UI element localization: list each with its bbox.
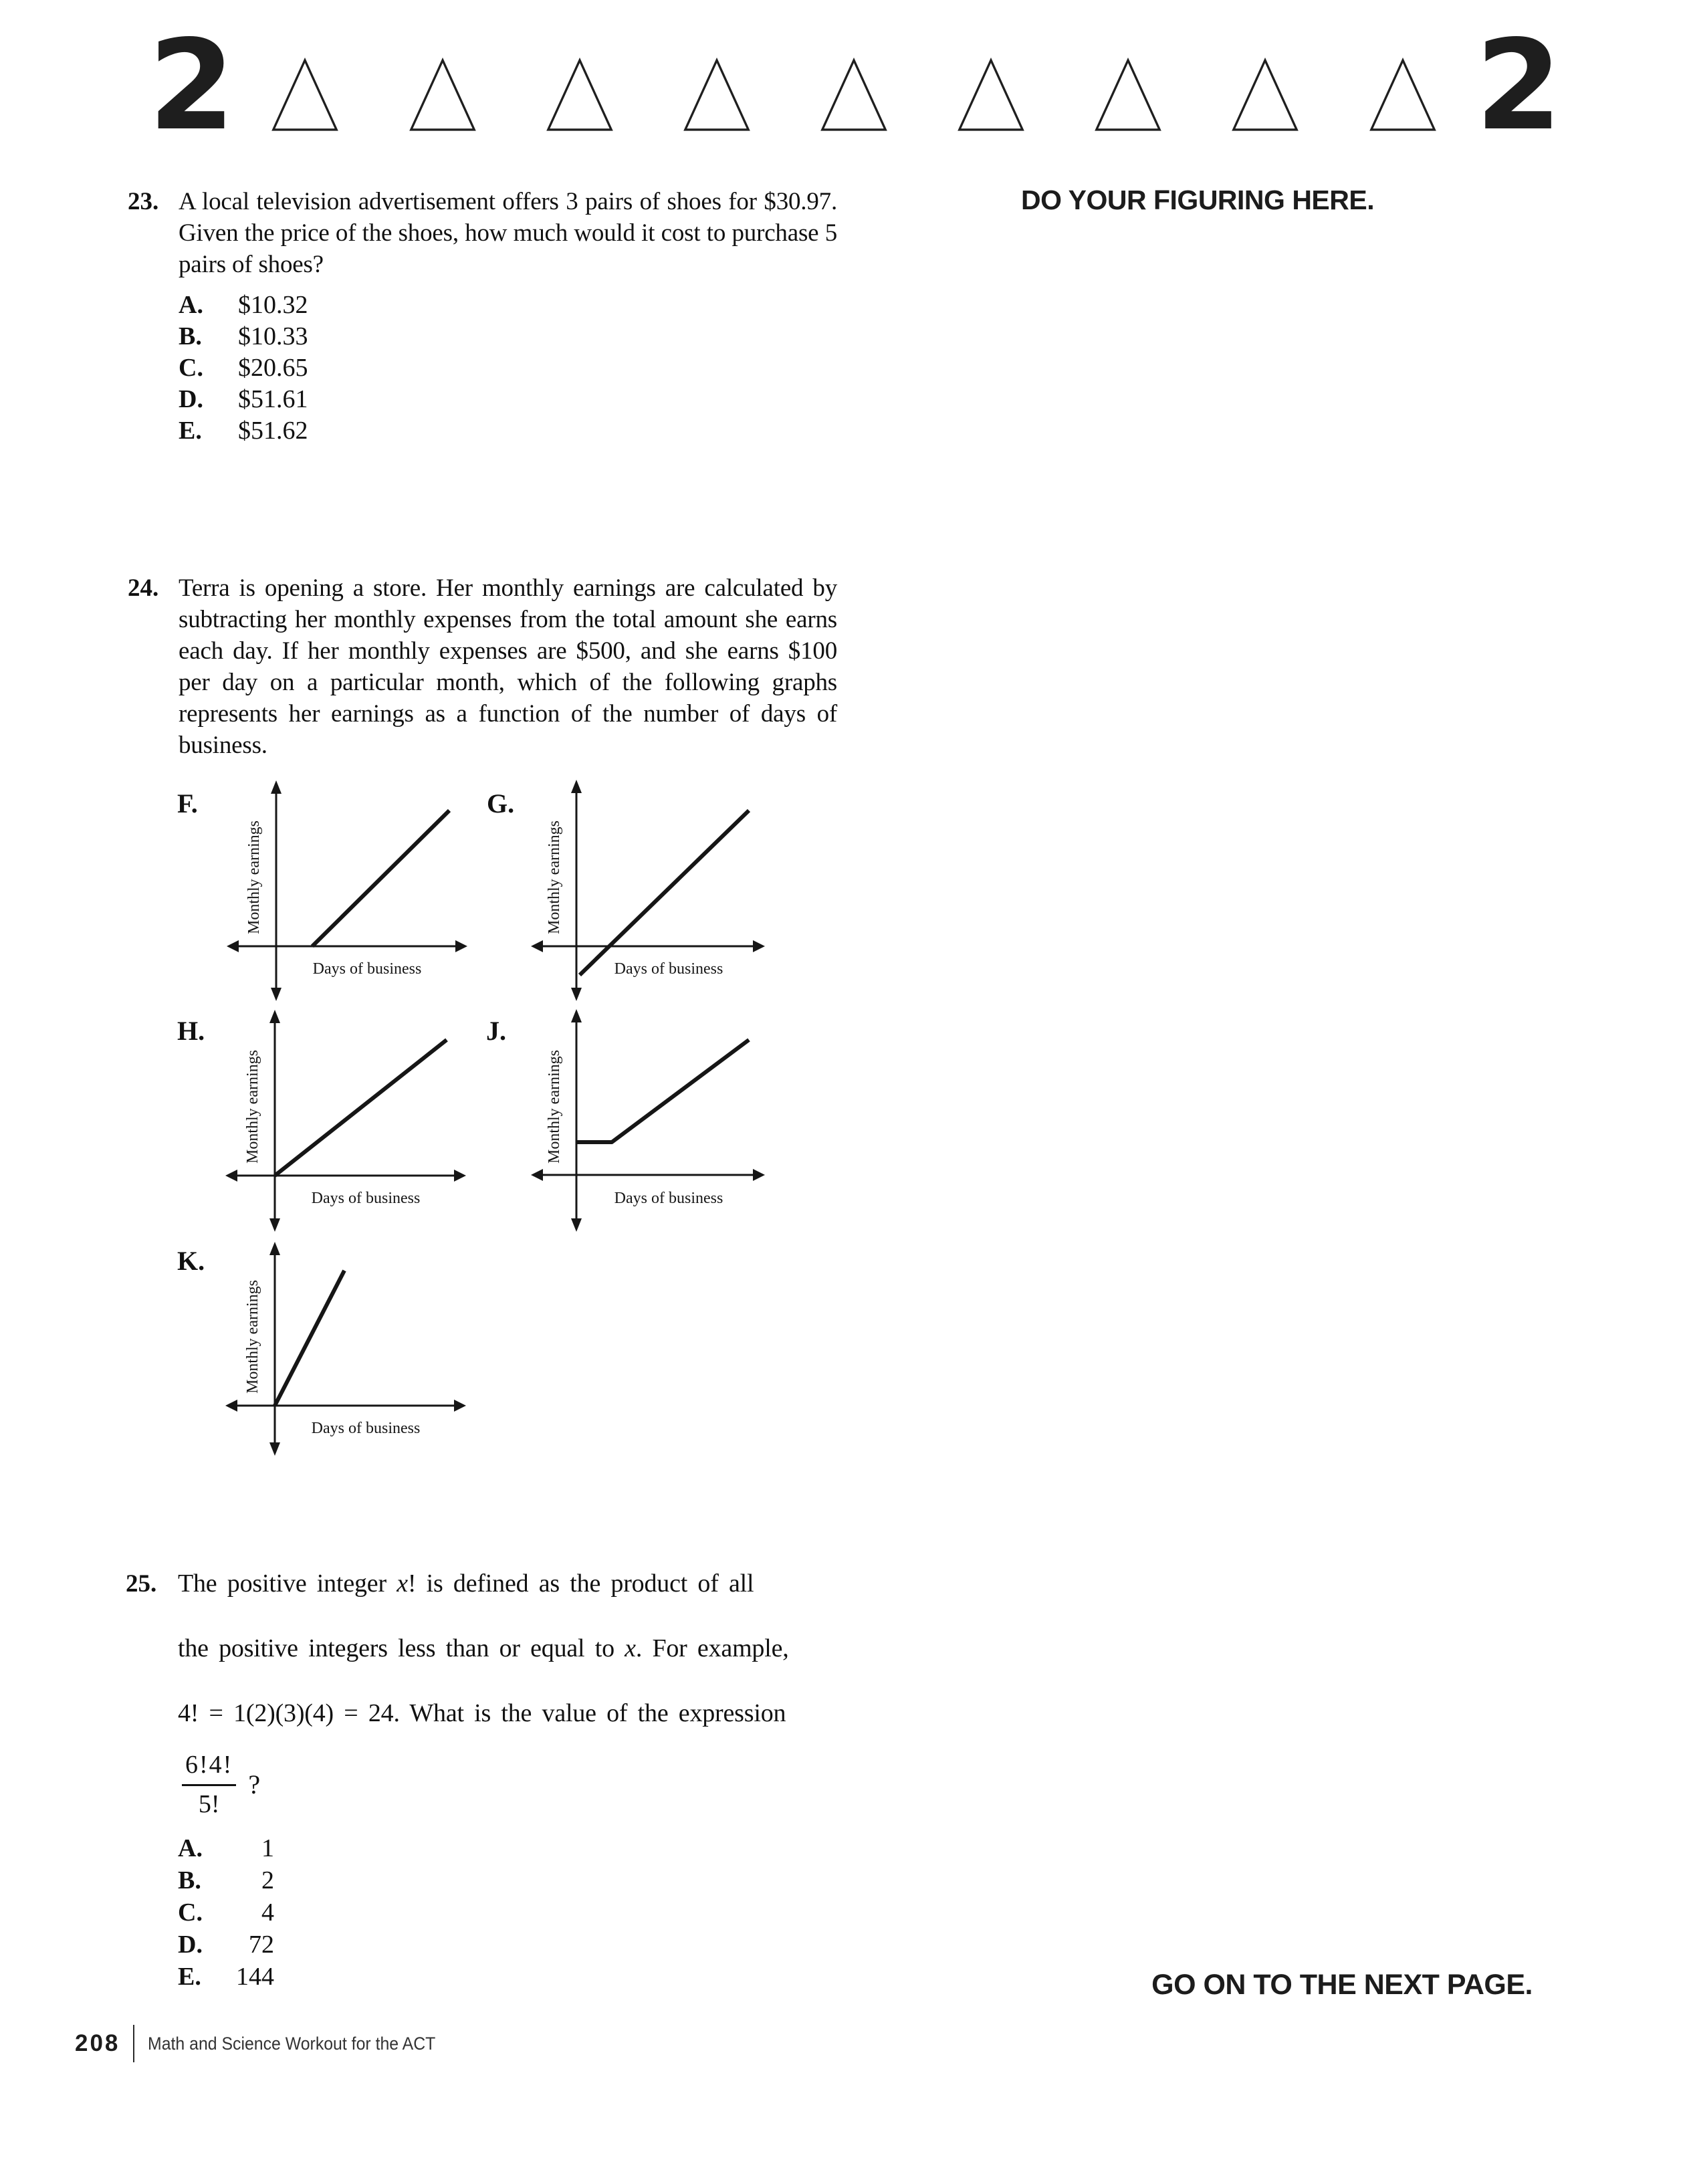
earnings-graph-H bbox=[223, 1008, 470, 1236]
question-body bbox=[178, 1551, 843, 1993]
answer-choice bbox=[179, 415, 837, 447]
y-axis-label: Monthly earnings bbox=[546, 821, 563, 934]
arrow-left-icon bbox=[531, 940, 543, 952]
arrow-up-icon bbox=[269, 1242, 280, 1255]
arrow-up-icon bbox=[571, 780, 582, 793]
fraction bbox=[182, 1750, 236, 1819]
graph-option-G bbox=[478, 779, 782, 1010]
graph-option-K bbox=[169, 1240, 473, 1471]
arrow-right-icon bbox=[455, 940, 467, 952]
section-number-right: 2 bbox=[1475, 12, 1559, 158]
arrow-right-icon bbox=[454, 1170, 466, 1182]
graph-option-H bbox=[169, 1008, 473, 1239]
triangle-icon bbox=[271, 56, 339, 134]
earnings-line bbox=[580, 810, 749, 975]
choice-letter: A. bbox=[179, 291, 203, 319]
y-axis-label: Monthly earnings bbox=[244, 1050, 261, 1164]
arrow-down-icon bbox=[269, 1218, 280, 1232]
go-on-note: GO ON TO THE NEXT PAGE. bbox=[1151, 1969, 1533, 2001]
earnings-graph-G bbox=[528, 779, 776, 1006]
earnings-line bbox=[275, 1271, 344, 1406]
question-text-line: 4! = 1(2)(3)(4) = 24. What is the value of the expression bbox=[178, 1699, 786, 1727]
question-text: Terra is opening a store. Her monthly earnings are calculated by subtracting her monthly expenses from the total amount she earns each day. If her monthly expenses are $500, and she earns $100 per day on a particular month, which of the following graphs represents her earnings as a function of the number of days of business. bbox=[179, 574, 837, 759]
figuring-note: DO YOUR FIGURING HERE. bbox=[1021, 185, 1375, 215]
expression-fraction bbox=[182, 1750, 843, 1819]
arrow-left-icon bbox=[225, 1170, 237, 1182]
graph-label: J. bbox=[486, 1016, 506, 1046]
book-title: Math and Science Workout for the ACT bbox=[148, 2033, 436, 2054]
answer-choice bbox=[179, 321, 837, 352]
arrow-down-icon bbox=[271, 988, 282, 1001]
triangle-icon bbox=[1369, 56, 1437, 134]
question-text-line: The positive integer x! is defined as the product of all bbox=[178, 1569, 754, 1598]
x-axis-label: Days of business bbox=[312, 960, 422, 978]
choice-value: 144 bbox=[236, 1963, 274, 1991]
graph-label: H. bbox=[177, 1016, 205, 1046]
triangle-icon bbox=[1231, 56, 1299, 134]
answer-choices bbox=[178, 1832, 843, 1993]
fraction-denominator: 5! bbox=[198, 1790, 220, 1818]
answer-choice bbox=[178, 1961, 843, 1993]
page-footer bbox=[75, 2025, 461, 2062]
x-axis-label: Days of business bbox=[614, 1190, 723, 1207]
question-body bbox=[179, 572, 837, 761]
choice-value: 72 bbox=[249, 1931, 274, 1959]
choice-letter: A. bbox=[178, 1834, 203, 1862]
question-text-line: the positive integers less than or equal to x. For example, bbox=[178, 1634, 789, 1662]
graph-option-F bbox=[171, 779, 475, 1010]
arrow-right-icon bbox=[753, 1169, 765, 1181]
triangle-icon bbox=[683, 56, 751, 134]
question-25 bbox=[126, 1551, 843, 1993]
choice-letter: E. bbox=[178, 1963, 201, 1991]
answer-choice bbox=[178, 1832, 843, 1864]
arrow-down-icon bbox=[571, 1218, 582, 1232]
arrow-up-icon bbox=[269, 1010, 280, 1023]
graph-option-J bbox=[478, 1008, 782, 1239]
arrow-left-icon bbox=[531, 1169, 543, 1181]
question-text: A local television advertisement offers 3 pairs of shoes for $30.97. Given the price of the shoes, how much would it cost to purchase 5 pairs of shoes? bbox=[179, 188, 837, 278]
question-number: 25. bbox=[126, 1570, 157, 1598]
triangle-icon bbox=[820, 56, 888, 134]
fraction-numerator: 6!4! bbox=[182, 1750, 236, 1786]
arrow-down-icon bbox=[571, 988, 582, 1001]
earnings-graph-J bbox=[528, 1008, 776, 1236]
answer-choice bbox=[179, 352, 837, 384]
question-mark: ? bbox=[248, 1769, 261, 1799]
arrow-left-icon bbox=[227, 940, 239, 952]
answer-choice bbox=[178, 1864, 843, 1896]
graph-label: F. bbox=[177, 788, 198, 818]
choice-value: 2 bbox=[261, 1866, 274, 1894]
page-number: 208 bbox=[75, 2030, 120, 2056]
earnings-line bbox=[576, 1040, 749, 1142]
choice-value: $10.32 bbox=[238, 291, 308, 319]
question-number: 24. bbox=[128, 574, 159, 602]
triangle-icon bbox=[409, 56, 477, 134]
section-number-left: 2 bbox=[148, 12, 233, 158]
y-axis-label: Monthly earnings bbox=[546, 1050, 563, 1164]
arrow-up-icon bbox=[571, 1009, 582, 1022]
choice-letter: B. bbox=[179, 322, 202, 350]
graph-label: G. bbox=[487, 788, 515, 818]
earnings-line bbox=[275, 1040, 447, 1176]
question-text bbox=[178, 1551, 843, 1746]
arrow-up-icon bbox=[271, 780, 282, 794]
question-24 bbox=[128, 572, 837, 761]
arrow-right-icon bbox=[454, 1400, 466, 1412]
question-body bbox=[179, 186, 837, 447]
triangle-strip bbox=[271, 56, 1436, 134]
choice-letter: D. bbox=[179, 385, 203, 413]
triangle-icon bbox=[957, 56, 1025, 134]
choice-value: 4 bbox=[261, 1898, 274, 1927]
choice-letter: C. bbox=[178, 1898, 203, 1927]
arrow-left-icon bbox=[225, 1400, 237, 1412]
footer-divider bbox=[133, 2025, 134, 2062]
choice-letter: B. bbox=[178, 1866, 201, 1894]
triangle-icon bbox=[1094, 56, 1162, 134]
choice-value: $10.33 bbox=[238, 322, 308, 350]
choice-letter: D. bbox=[178, 1931, 203, 1959]
answer-choice bbox=[178, 1929, 843, 1961]
question-number: 23. bbox=[128, 188, 159, 215]
page-header bbox=[148, 12, 1559, 158]
x-axis-label: Days of business bbox=[311, 1420, 421, 1437]
question-23 bbox=[128, 186, 837, 447]
answer-choice bbox=[179, 384, 837, 415]
graph-label: K. bbox=[177, 1246, 205, 1276]
answer-choice bbox=[178, 1896, 843, 1929]
choice-value: $20.65 bbox=[238, 354, 308, 382]
choice-value: 1 bbox=[261, 1834, 274, 1862]
earnings-graph-K bbox=[223, 1240, 470, 1468]
x-axis-label: Days of business bbox=[614, 960, 723, 978]
earnings-graph-F bbox=[224, 779, 471, 1006]
arrow-right-icon bbox=[753, 940, 765, 952]
arrow-down-icon bbox=[269, 1442, 280, 1456]
choice-value: $51.62 bbox=[238, 417, 308, 445]
answer-choices bbox=[179, 290, 837, 447]
y-axis-label: Monthly earnings bbox=[244, 1280, 261, 1394]
x-axis-label: Days of business bbox=[311, 1190, 421, 1207]
earnings-line bbox=[312, 810, 449, 946]
choice-letter: E. bbox=[179, 417, 202, 445]
choice-letter: C. bbox=[179, 354, 203, 382]
triangle-icon bbox=[546, 56, 614, 134]
y-axis-label: Monthly earnings bbox=[245, 821, 263, 934]
answer-choice bbox=[179, 290, 837, 321]
choice-value: $51.61 bbox=[238, 385, 308, 413]
